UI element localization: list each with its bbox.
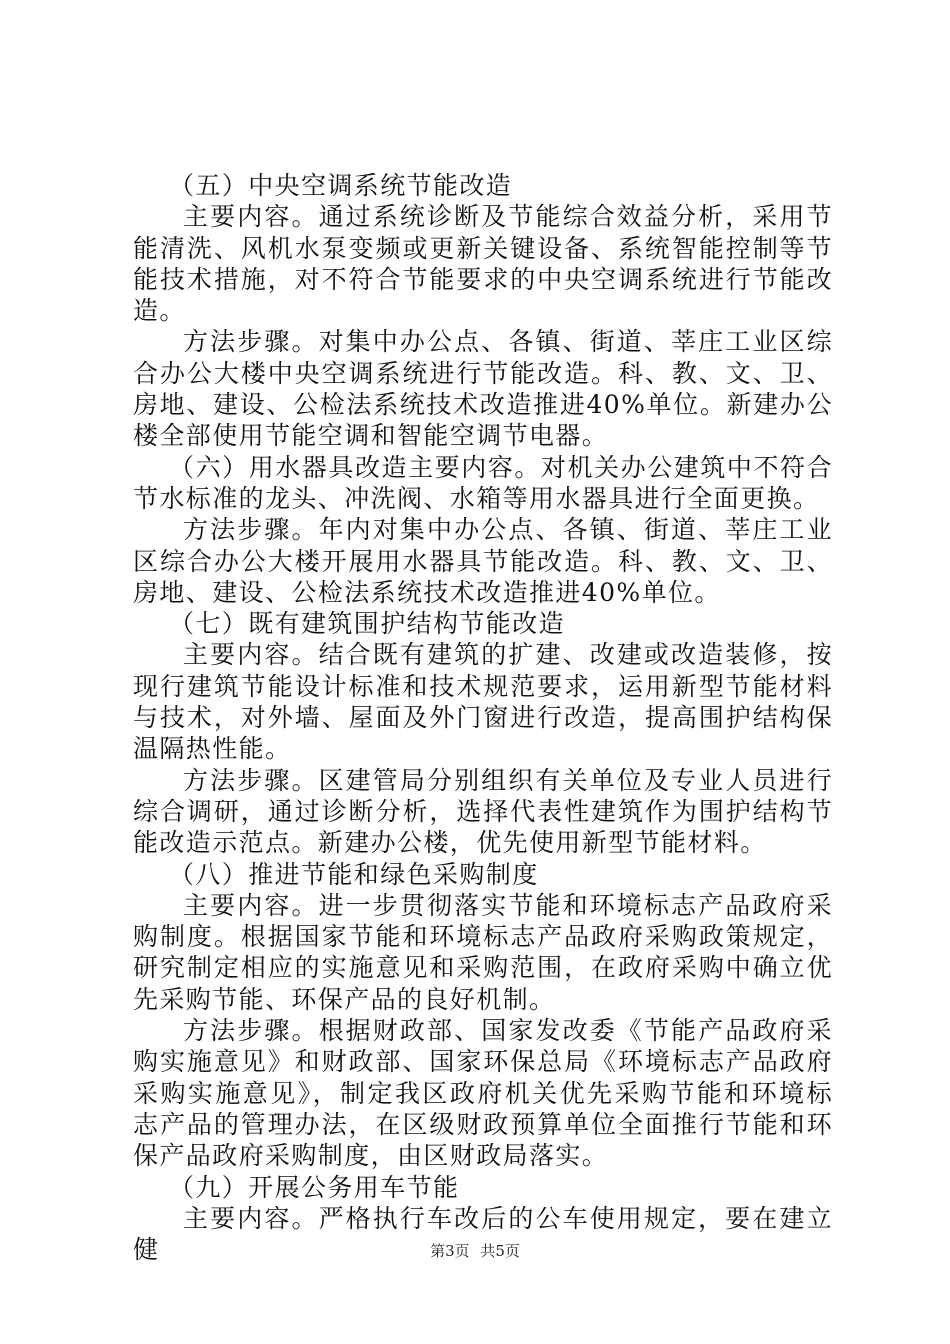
total-pages: 共5页: [480, 1242, 520, 1260]
paragraph-main-content-7: 主要内容。结合既有建筑的扩建、改建或改造装修，按现行建筑节能设计标准和技术规范要求，运用新型节能材料与技术，对外墙、屋面及外门窗进行改造，提高围护结构保温隔热性能。: [133, 640, 833, 764]
section-heading-6: （六）用水器具改造主要内容。对机关办公建筑中不符合节水标准的龙头、冲洗阀、水箱等用水器具进行全面更换。: [133, 452, 833, 513]
paragraph-method-steps-6: 方法步骤。年内对集中办公点、各镇、街道、莘庄工业区综合办公大楼开展用水器具节能改造。科、教、文、卫、房地、建设、公检法系统技术改造推进40%单位。: [133, 515, 833, 607]
paragraph-main-content-9: 主要内容。严格执行车改后的公车使用规定，要在建立健: [133, 1203, 833, 1265]
paragraph-method-steps-5: 方法步骤。对集中办公点、各镇、街道、莘庄工业区综合办公大楼中央空调系统进行节能改造。科、教、文、卫、房地、建设、公检法系统技术改造推进40%单位。新建办公楼全部使用节能空调和智能空调节电器。: [133, 327, 833, 451]
paragraph-method-steps-7: 方法步骤。区建管局分别组织有关单位及专业人员进行综合调研，通过诊断分析，选择代表性建筑作为围护结构节能改造示范点。新建办公楼，优先使用新型节能材料。: [133, 765, 833, 858]
paragraph-method-steps-8: 方法步骤。根据财政部、国家发改委《节能产品政府采购实施意见》和财政部、国家环保总局《环境标志产品政府采购实施意见》，制定我区政府机关优先采购节能和环境标志产品的管理办法，在区级财政预算单位全面推行节能和环保产品政府采购制度，由区财政局落实。: [133, 1016, 833, 1171]
document-body: [133, 170, 833, 1265]
section-heading-8: （八）推进节能和绿色采购制度: [169, 859, 539, 889]
page-footer: [0, 1240, 950, 1261]
paragraph-main-content-8: 主要内容。进一步贯彻落实节能和环境标志产品政府采购制度。根据国家节能和环境标志产品政府采购政策规定，研究制定相应的实施意见和采购范围，在政府采购中确立优先采购节能、环保产品的良好机制。: [133, 890, 833, 1014]
section-heading-9: （九）开展公务用车节能: [169, 1172, 460, 1202]
section-heading-7: （七）既有建筑围护结构节能改造: [169, 609, 566, 639]
page-number: 第3页: [430, 1242, 470, 1260]
section-heading-5: （五）中央空调系统节能改造: [169, 171, 513, 200]
paragraph-main-content-5: 主要内容。通过系统诊断及节能综合效益分析，采用节能清洗、风机水泵变频或更新关键设备、系统智能控制等节能技术措施，对不符合节能要求的中央空调系统进行节能改造。: [133, 202, 833, 326]
